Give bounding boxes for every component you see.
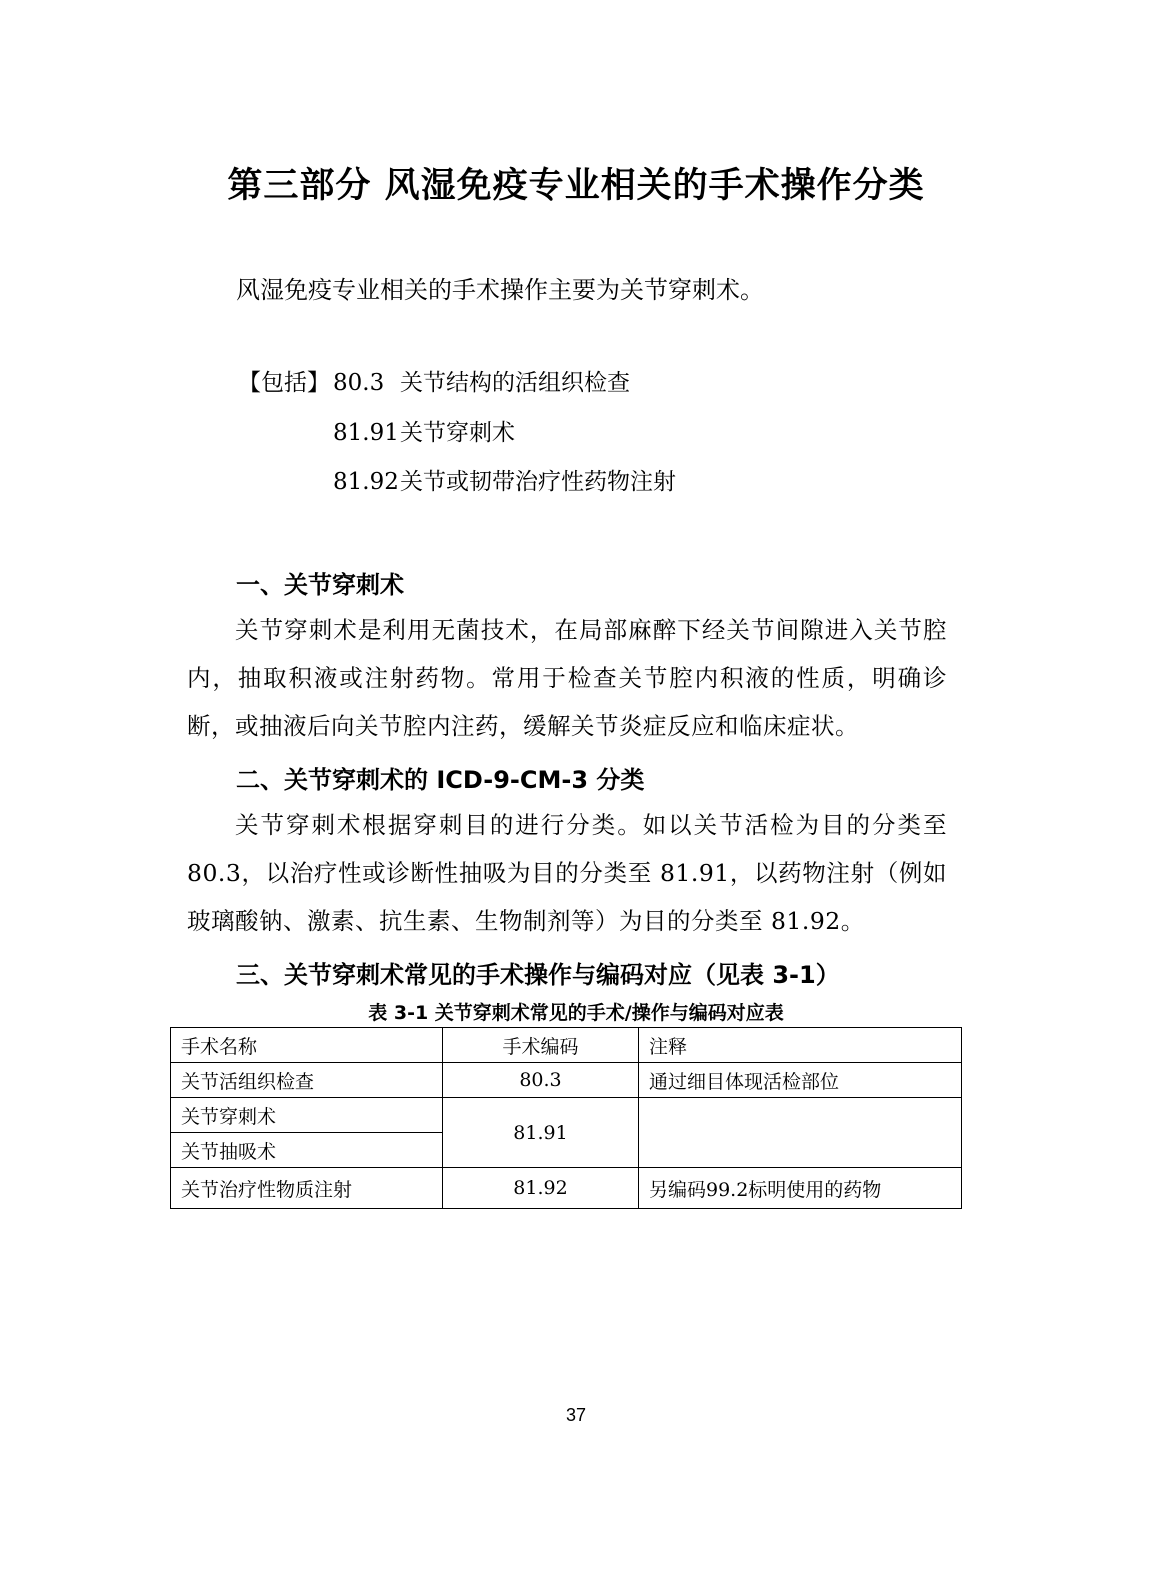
section-heading: 一、关节穿刺术 [236, 571, 404, 599]
procedure-name-cell: 关节穿刺术 [171, 1098, 443, 1133]
procedure-code-cell: 80.3 [443, 1063, 639, 1098]
include-code: 81.91 [333, 420, 399, 446]
page-title: 第三部分 风湿免疫专业相关的手术操作分类 [227, 166, 925, 206]
table-header-row [171, 1028, 962, 1063]
procedure-note-cell: 通过细目体现活检部位 [639, 1063, 962, 1098]
include-code: 81.92 [333, 469, 399, 495]
table-row [171, 1098, 962, 1133]
table-caption: 表 3-1 关节穿刺术常见的手术/操作与编码对应表 [368, 1002, 784, 1024]
section-heading: 二、关节穿刺术的 ICD-9-CM-3 分类 [236, 766, 645, 794]
section-body: 关节穿刺术根据穿刺目的进行分类。如以关节活检为目的分类至 80.3，以治疗性或诊断性抽吸为目的分类至 81.91，以药物注射（例如玻璃酸钠、激素、抗生素、生物制剂等）为目的分类至 81.92。 [187, 811, 947, 935]
column-header: 注释 [639, 1028, 962, 1063]
column-header: 手术名称 [171, 1028, 443, 1063]
include-text: 关节穿刺术 [400, 420, 515, 446]
includes-label: 【包括】 [238, 370, 330, 396]
include-code: 80.3 [333, 370, 385, 396]
include-text: 关节结构的活组织检查 [400, 370, 630, 396]
section-heading: 三、关节穿刺术常见的手术操作与编码对应（见表 3-1） [236, 961, 840, 989]
section-body: 关节穿刺术是利用无菌技术，在局部麻醉下经关节间隙进入关节腔内，抽取积液或注射药物。常用于检查关节腔内积液的性质，明确诊断，或抽液后向关节腔内注药，缓解关节炎症反应和临床症状。 [187, 616, 947, 740]
include-text: 关节或韧带治疗性药物注射 [400, 469, 676, 495]
column-header: 手术编码 [443, 1028, 639, 1063]
intro-paragraph: 风湿免疫专业相关的手术操作主要为关节穿刺术。 [236, 276, 764, 304]
procedure-name-cell: 关节活组织检查 [171, 1063, 443, 1098]
page-number: 37 [565, 1405, 587, 1425]
procedure-code-cell: 81.91 [443, 1098, 639, 1168]
table-row [171, 1168, 962, 1209]
procedure-name-cell: 关节抽吸术 [171, 1133, 443, 1168]
procedure-note-cell [639, 1098, 962, 1168]
procedure-note-cell: 另编码99.2标明使用的药物 [639, 1168, 962, 1209]
procedure-code-table [170, 1027, 962, 1209]
table-row [171, 1063, 962, 1098]
procedure-name-cell: 关节治疗性物质注射 [171, 1168, 443, 1209]
procedure-code-cell: 81.92 [443, 1168, 639, 1209]
